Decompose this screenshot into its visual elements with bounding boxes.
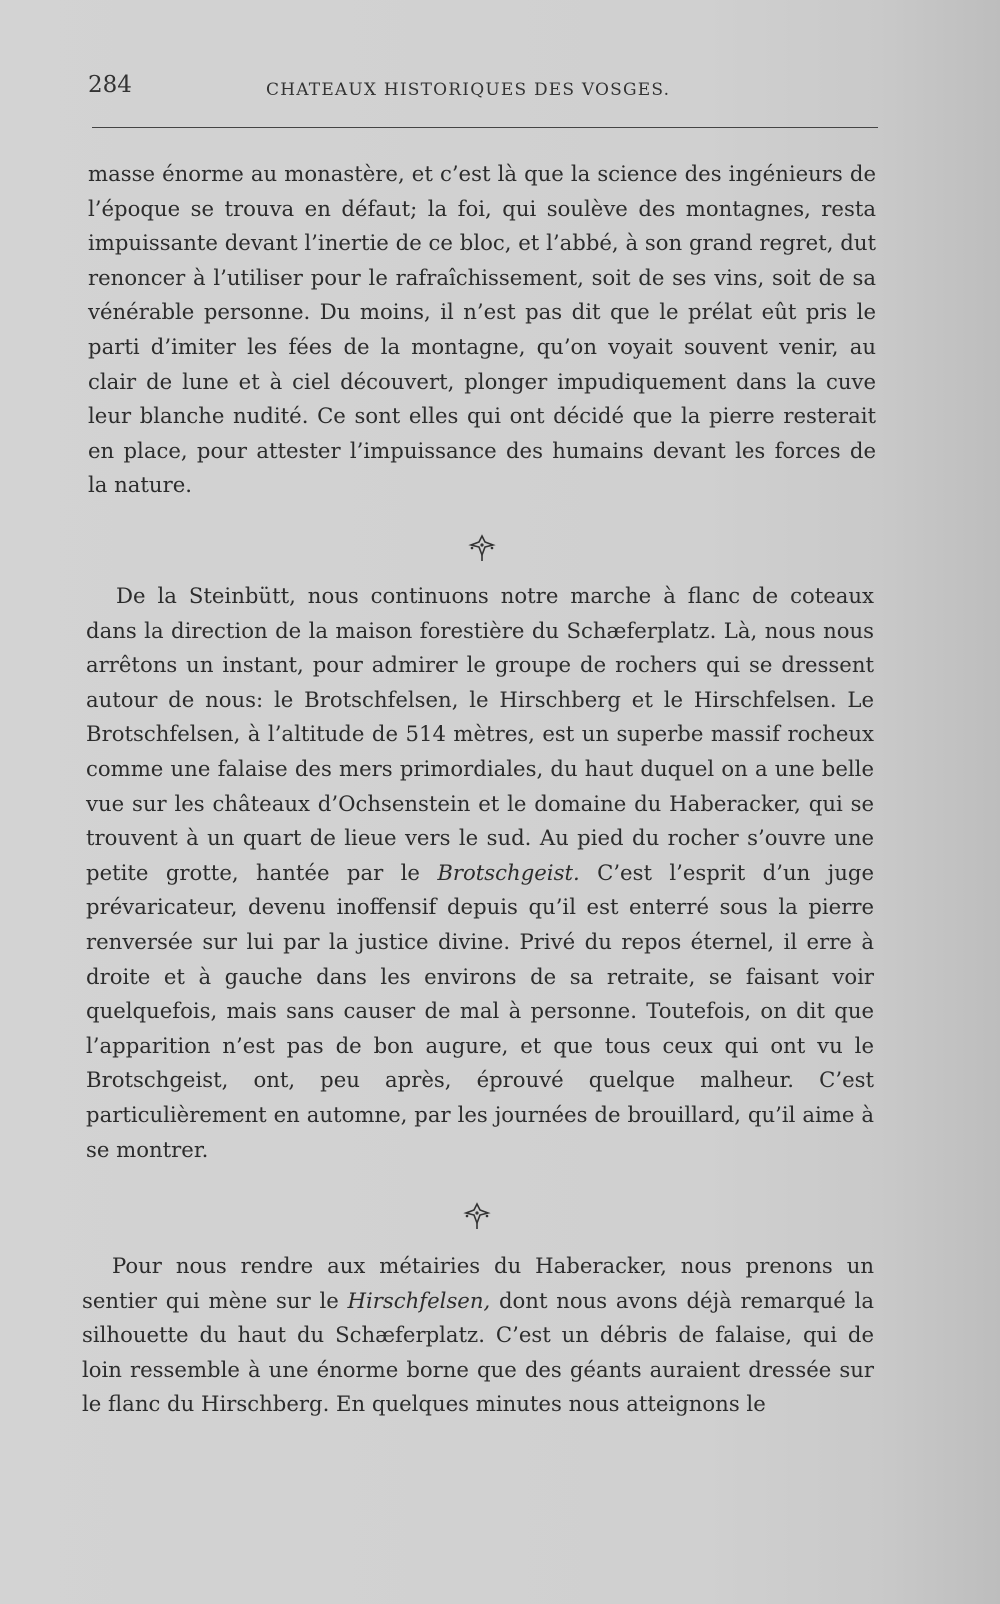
paragraph-text <box>86 579 874 1167</box>
italic-term: Hirschfelsen, <box>347 1287 491 1313</box>
fleuron-icon <box>467 533 497 563</box>
paragraph-text <box>82 1249 874 1422</box>
paragraph-text: masse énorme au monastère, et c’est là que la science des ingénieurs de l’époque se trouva en défaut; la foi, qui soulève des montagnes, resta impuissante devant l’inertie de ce bloc, et l’abbé, à son grand regret, dut renoncer à l’utiliser pour le rafraîchissement, soit de ses vins, soit de sa vénérable personne. Du moins, il n’est pas dit que le prélat eût pris le parti d’imiter les fées de la montagne, qu’on voyait souvent venir, au clair de lune et à ciel découvert, plonger impudiquement dans la cuve leur blanche nudité. Ce sont elles qui ont décidé que la pierre resterait en place, pour attester l’impuissance des humains devant les forces de la nature. <box>88 161 876 498</box>
paragraph-text-segment: C’est l’esprit d’un juge prévaricateur, devenu inoffensif depuis qu’il est enterré sous la pierre renversée sur lui par la justice divine. Privé du repos éternel, il erre à droite et à gauche dans les environs de sa retraite, se faisant voir quelquefois, mais sans causer de mal à personne. Toutefois, on dit que l’apparition n’est pas de bon augure, et que tous ceux qui ont vu le Brotschgeist, ont, peu après, éprouvé quelque malheur. C’est particulièrement en automne, par les journées de brouillard, qu’il aime à se montrer. <box>86 859 874 1162</box>
running-head <box>88 72 878 112</box>
paragraph-haberacker <box>82 1249 874 1422</box>
paragraph-text-segment: Pour nous rendre aux métairies du Haberacker, nous prenons un sentier qui mène sur le <box>82 1253 874 1313</box>
paragraph-continued <box>88 157 876 503</box>
paragraph-text-segment: De la Steinbütt, nous continuons notre marche à flanc de coteaux dans la direction de la maison forestière du Schæferplatz. Là, nous nous arrêtons un instant, pour admirer le groupe de rochers qui se dressent autour de nous: le Brotschfelsen, le Hirschberg et le Hirschfelsen. Le Brotschfelsen, à l’altitude de 514 mètres, est un superbe massif rocheux comme une falaise des mers primordiales, du haut duquel on a une belle vue sur les châteaux d’Ochsenstein et le domaine du Haberacker, qui se trouvent à un quart de lieue vers le sud. Au pied du rocher s’ouvre une petite grotte, hantée par le <box>86 583 874 885</box>
italic-term: Brotschgeist. <box>437 859 580 885</box>
fleuron-icon <box>462 1201 492 1231</box>
paragraph-text-segment: dont nous avons déjà remarqué la silhouette du haut du Schæferplatz. C’est un débris de falaise, qui de loin ressemble à une énorme borne que des géants auraient dressée sur le flanc du Hirschberg. En quelques minutes nous atteignons le <box>82 1287 874 1417</box>
running-title: CHATEAUX HISTORIQUES DES VOSGES. <box>266 80 671 100</box>
paragraph-brotschfelsen <box>86 579 874 1167</box>
header-rule <box>92 127 878 128</box>
page-number: 284 <box>88 72 132 98</box>
